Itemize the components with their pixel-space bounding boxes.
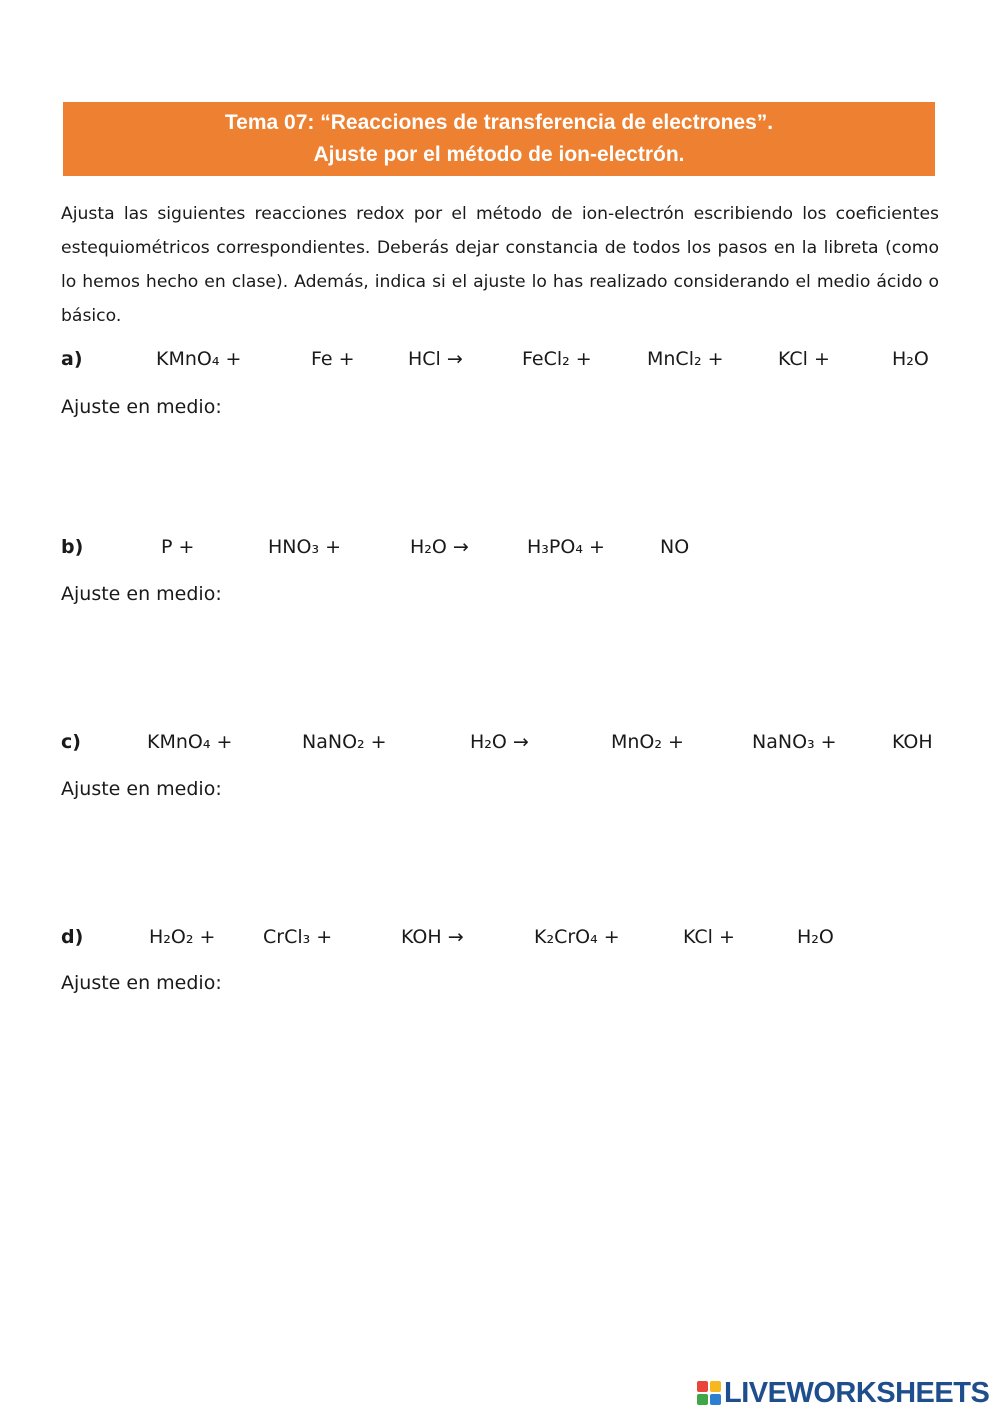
reaction-c xyxy=(0,731,1000,761)
reaction-term: KCl + xyxy=(683,926,735,948)
reaction-term: KMnO₄ + xyxy=(147,731,233,753)
reaction-a xyxy=(0,348,1000,378)
reaction-term: MnO₂ + xyxy=(611,731,684,753)
ajuste-label-d: Ajuste en medio: xyxy=(61,972,222,994)
reaction-term: Fe + xyxy=(311,348,355,370)
reaction-term: H₂O xyxy=(797,926,834,948)
reaction-term: KOH → xyxy=(401,926,464,948)
reaction-letter: d) xyxy=(61,926,84,948)
reaction-term: NaNO₃ + xyxy=(752,731,837,753)
reaction-term: MnCl₂ + xyxy=(647,348,724,370)
reaction-term: KOH xyxy=(892,731,933,753)
reaction-term: P + xyxy=(161,536,195,558)
reaction-b xyxy=(0,536,1000,566)
reaction-term: H₂O₂ + xyxy=(149,926,216,948)
reaction-term: H₃PO₄ + xyxy=(527,536,605,558)
reaction-term: NaNO₂ + xyxy=(302,731,387,753)
reaction-term: H₂O → xyxy=(410,536,469,558)
title-line-1: Tema 07: “Reacciones de transferencia de electrones”. xyxy=(224,111,774,134)
instructions-paragraph: Ajusta las siguientes reacciones redox por el método de ion-electrón escribiendo los coeficientes estequiométricos correspondientes. Deberás dejar constancia de todos los pasos en la libreta (como lo hemos hecho en clase). Además, indica si el ajuste lo has realizado considerando el medio ácido o básico. xyxy=(61,204,939,326)
reaction-term: FeCl₂ + xyxy=(522,348,592,370)
reaction-term: H₂O xyxy=(892,348,929,370)
reaction-term: KMnO₄ + xyxy=(156,348,242,370)
worksheet-title-banner xyxy=(63,102,935,176)
reaction-letter: a) xyxy=(61,348,83,370)
title-line-2: Ajuste por el método de ion-electrón. xyxy=(313,143,685,166)
reaction-term: NO xyxy=(660,536,690,558)
liveworksheets-logo xyxy=(697,1378,989,1408)
reaction-letter: b) xyxy=(61,536,84,558)
reaction-d xyxy=(0,926,1000,956)
reaction-term: K₂CrO₄ + xyxy=(534,926,620,948)
logo-wordmark: LIVEWORKSHEETS xyxy=(724,1376,990,1409)
logo-blocks-icon xyxy=(697,1381,721,1405)
reaction-term: CrCl₃ + xyxy=(263,926,333,948)
reaction-term: KCl + xyxy=(778,348,830,370)
reaction-term: HNO₃ + xyxy=(268,536,342,558)
reaction-term: H₂O → xyxy=(470,731,529,753)
ajuste-label-c: Ajuste en medio: xyxy=(61,778,222,800)
reaction-term: HCl → xyxy=(408,348,463,370)
reaction-letter: c) xyxy=(61,731,81,753)
ajuste-label-b: Ajuste en medio: xyxy=(61,583,222,605)
ajuste-label-a: Ajuste en medio: xyxy=(61,396,222,418)
